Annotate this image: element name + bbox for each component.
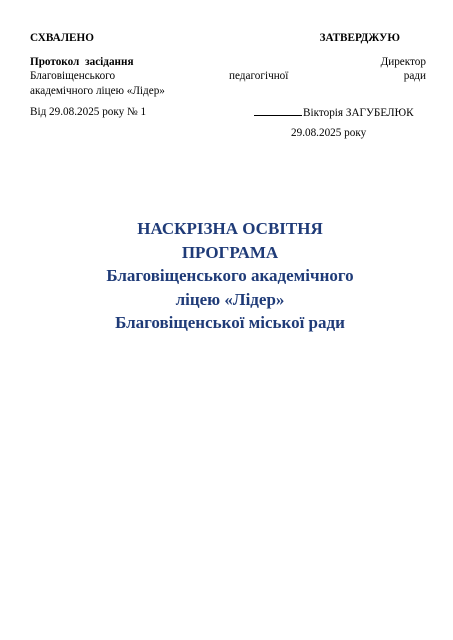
title-line-3: Благовіщенського академічного [106, 266, 354, 285]
program-title [0, 217, 453, 335]
confirm-date: 29.08.2025 року [291, 127, 367, 139]
signatory-name: Вікторія ЗАГУБЕЛЮК [303, 107, 414, 119]
director-position: Директор [380, 56, 426, 68]
protocol-label: Протокол засідання [30, 56, 134, 68]
council-line-right: ради [403, 70, 426, 82]
council-line-3: академічного ліцею «Лідер» [30, 85, 165, 97]
title-line-1: НАСКРІЗНА ОСВІТНЯ [137, 219, 323, 238]
title-line-5: Благовіщенської міської ради [115, 313, 345, 332]
title-line-4: ліцею «Лідер» [175, 289, 285, 309]
title-line-2: ПРОГРАМА [181, 242, 279, 262]
signature-line [254, 105, 414, 120]
council-line-left: Благовіщенського [30, 70, 116, 82]
protocol-date: Від 29.08.2025 року № 1 [30, 106, 147, 118]
signature-underline [254, 105, 302, 116]
approved-heading: СХВАЛЕНО [30, 32, 94, 44]
protocol-row [30, 55, 426, 69]
council-line-mid: педагогічної [229, 70, 289, 82]
confirm-heading: ЗАТВЕРДЖУЮ [319, 32, 400, 44]
